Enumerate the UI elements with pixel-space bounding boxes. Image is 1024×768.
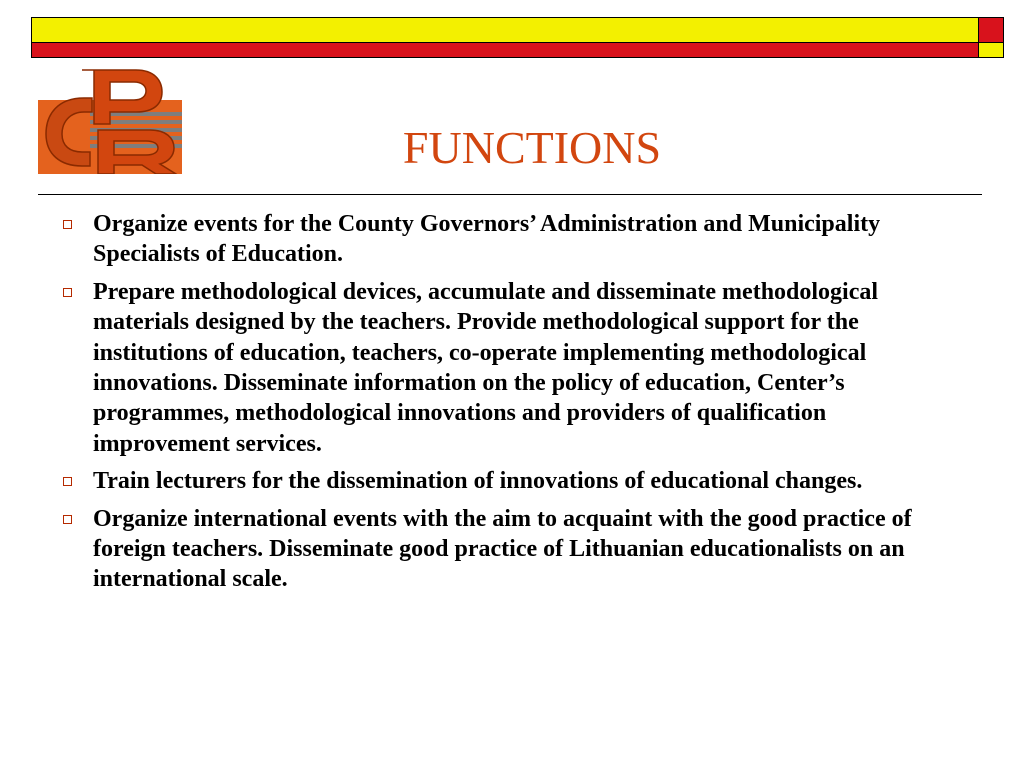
header-bar-yellow <box>31 17 979 43</box>
ppr-logo-icon <box>38 68 182 174</box>
list-item <box>60 209 960 270</box>
logo-graphic <box>38 68 182 174</box>
list-item-text: Prepare methodological devices, accumulate and disseminate methodological materials designed by the teachers. Provide methodological support for the institutions of education, teachers, co-operate implementing methodological innovations. Disseminate information on the policy of education, Center’s programmes, methodological innovations and providers of qualification improvement services. <box>93 278 879 457</box>
list-item-text: Train lecturers for the dissemination of innovations of educational changes. <box>93 468 863 495</box>
header-square-yellow <box>978 42 1004 58</box>
header-bar-red <box>31 42 979 58</box>
list-item <box>60 277 960 459</box>
square-bullet-icon <box>63 220 72 229</box>
functions-list <box>60 209 960 602</box>
list-item <box>60 466 960 496</box>
square-bullet-icon <box>63 515 72 524</box>
list-item <box>60 504 960 595</box>
header-square-red <box>978 17 1004 43</box>
list-item-text: Organize events for the County Governors’ Administration and Municipality Specialists of Education. <box>93 211 881 268</box>
list-item-text: Organize international events with the aim to acquaint with the good practice of foreign teachers. Disseminate good practice of Lithuanian educationalists on an international scale. <box>93 505 912 593</box>
square-bullet-icon <box>63 288 72 297</box>
title-divider <box>38 194 982 195</box>
square-bullet-icon <box>63 477 72 486</box>
page-title: FUNCTIONS <box>402 122 662 173</box>
